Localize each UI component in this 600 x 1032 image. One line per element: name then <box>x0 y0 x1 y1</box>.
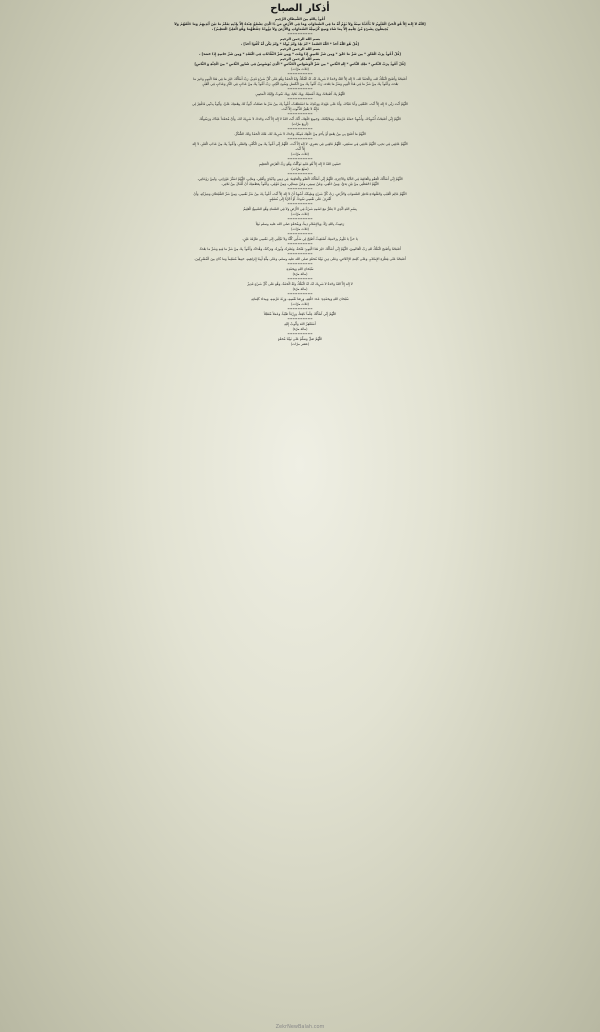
dhikr-line: إِلاَّ أَنْتَ. <box>294 147 306 151</box>
repeat-count: (ثلاث مرّات) <box>291 302 309 306</box>
dhikr-line: [اللّهُ لاَ إِلَـهَ إِلاَّ هُوَ الْحَيُّ الْقَيُّومُ لاَ تَأْخُذُهُ سِنَةٌ وَلاَ نَوْمٌ لَّهُ مَا فِي السَّمَاوَاتِ وَمَا فِي الأَرْضِ مَن ذَا الَّذِي يَشْفَعُ عِنْدَهُ إِلاَّ بِإِذْنِهِ يَعْلَمُ مَا بَيْنَ أَيْدِيهِمْ وَمَا خَلْفَهُمْ وَلاَ <box>174 22 426 26</box>
separator: ---------- <box>287 260 313 268</box>
dhikr-line: اللَّهُمَّ صَلِّ وَسَلِّمْ عَلَى نَبِيِّنَا مُحَمَّدٍ <box>277 337 323 341</box>
repeat-count: (مائة مرّة) <box>292 327 308 331</box>
azkar-list <box>6 17 594 347</box>
dhikr-line: [قُلْ هُوَ اللَّهُ أَحَدٌ * اللَّهُ الصَّمَدُ * لَمْ يَلِدْ وَلَمْ يُولَدْ * وَلَمْ يَكُن لَّهُ كُفُوًا أَحَدٌ] ، <box>240 42 360 46</box>
repeat-count: (ثلاث مرّات) <box>291 212 309 216</box>
dhikr-block <box>6 337 594 347</box>
dhikr-line: [قُلْ أَعُوذُ بِرَبِّ الْفَلَقِ * مِن شَرِّ مَا خَلَقَ * وَمِن شَرِّ غَاسِقٍ إِذَا وَقَبَ * وَمِن شَرِّ النَّفَّاثَاتِ فِي الْعُقَدِ * وَمِن شَرِّ حَاسِدٍ إِذَا حَسَدَ] ، <box>199 52 401 56</box>
dhikr-block <box>6 77 594 97</box>
page-title: أذكار الصباح <box>270 3 330 14</box>
separator: ---------- <box>287 170 313 178</box>
dhikr-line: أَسْتَغْفِرُ اللهَ وَأَتُوبُ إِلَيْهِ <box>284 322 316 326</box>
dhikr-block <box>6 37 594 72</box>
dhikr-line: بسم الله الرحمن الرحيم <box>279 57 321 61</box>
separator: ---------- <box>287 110 313 118</box>
dhikr-line: رَضِيتُ بِاللهِ رَبَّاً، وَبِالإِسْلاَمِ دِيناً، وَبِمُحَمَّدٍ صلى الله عليه وسلم نَبِيّاً <box>255 222 345 226</box>
dhikr-line: بسم الله الرحمن الرحيم <box>279 47 321 51</box>
dhikr-line: فَإِنَّهُ لاَ يَغْفِرُ الذُّنُوبَ إِلاَّ أَنْتَ. <box>281 107 319 111</box>
dhikr-line: بسم الله الرحمن الرحيم <box>279 37 321 41</box>
dhikr-line: اللَّهُمَّ بِكَ أَصْبَحْنَا، وَبِكَ أَمْسَيْنَا، وَبِكَ نَحْيَا، وَبِكَ نَمُوتُ وَإِلَيْكَ الْمَصِيرِ. <box>254 92 346 96</box>
dhikr-line: اللَّهُمَّ مَا أَصْبَحَ بِي مِنْ نِعْمَةٍ أَوْ بِأَحَدٍ مِنْ خَلْقِكَ فَمِنْكَ وَحْدَكَ لاَ شَرِيكَ لَكَ، فَلَكَ الْحَمْدُ وَلَكَ الشُّكْرُ. <box>234 132 366 136</box>
dhikr-line: حَسْبِيَ اللهُ لاَ إِلَهَ إِلاَّ هُوَ عَلَيهِ تَوَكَّلْتُ وَهُوَ رَبُّ الْعَرْشِ الْعَظِيمِ <box>259 162 341 166</box>
repeat-count: (مائة مرّة) <box>292 287 308 291</box>
dhikr-line: اللَّهُمَّ أَنْتَ رَبِّي لا إِلَهَ إِلاَّ أَنْتَ، خَلَقْتَنِي وَأَنَا عَبْدُكَ، وَأَنَا عَلَى عَهْدِكَ وَوَعْدِكَ مَا اسْتَطَعْتُ، أَعُوذُ بِكَ مِنْ شَرِّ مَا صَنَعْتُ، أَبُوءُ لَكَ بِنِعْمَتِكَ عَلَيَّ، وَأَبُوءُ بِذَنْبِي فَاغْفِرْ لِي <box>192 102 408 106</box>
separator: ---------- <box>287 230 313 238</box>
dhikr-line: اللَّهُمَّ عَافِنِي فِي بَدَنِي، اللَّهُمَّ عَافِنِي فِي سَمْعِي، اللَّهُمَّ عَافِنِي فِي بَصَرِي، لاَ إِلَهَ إِلاَّ أَنْتَ. اللَّهُمَّ إِنِّي أَعُوذُ بِكَ مِنَ الْكُفْرِ، وَالفَقْرِ، وَأَعُوذُ بِكَ مِنْ عَذَابِ الْقَبْرِ، لاَ إِلَهَ <box>192 142 408 146</box>
separator: ---------- <box>287 275 313 283</box>
repeat-count: (مائة مرّة) <box>292 272 308 276</box>
dhikr-line: اللَّهُمَّ عَالِمَ الْغَيْبِ وَالشَّهَادَةِ فَاطِرَ السَّمَوَاتِ وَالأَرْضِ، رَبَّ كُلِّ شَيْءٍ وَمَلِيكَهُ، أَشْهَدُ أَنْ لاَ إِلَهَ إِلاَّ أَنْتَ، أَعُوذُ بِكَ مِنْ شَرِّ نَفْسِي، وَمِنْ شَرِّ الشَّيْطَانِ وَشِرْكِهِ، وَأَنْ <box>193 192 407 196</box>
dhikr-line: لاَ إِلَهَ إِلاَّ اللهُ وَحْدَهُ لاَ شَرِيكَ لَهُ، لَهُ الْمُلْكُ وَلَهُ الْحَمْدُ، وَهُوَ عَلَى كُلِّ شَيْءٍ قَدِيرٌ <box>247 282 353 286</box>
repeat-count: (عشر مرّات) <box>290 342 310 346</box>
dhikr-line: اللَّهُمَّ إِنِّي أَسْأَلُكَ عِلْماً نَافِعاً، وَرِزْقاً طَيِّباً، وَعَمَلاً مُتَقَبَّلاً <box>263 312 337 316</box>
dhikr-line: أَصْبَحْنَا وَأَصْبَحَ الْمُلْكُ لله، وَالْحَمْدُ لله، لاَ إِلَهَ إلاَّ اللهُ وَحْدَهُ لاَ شَرِيكَ لَهُ، لَهُ الْمُلْكُ وَلَهُ الْحَمْدُ وَهُوَ عَلَى كُلِّ شَيْءٍ قَدِيرٌ، رَبِّ أَسْأَلُكَ خَيْرَ مَا فِي هَذَا الْيَومِ وَخَيرَ مَا <box>193 77 407 81</box>
separator: ---------- <box>287 185 313 193</box>
dhikr-line: يُحِيطُونَ بِشَيْءٍ مِّنْ عِلْمِهِ إِلاَّ بِمَا شَاء وَسِعَ كُرْسِيُّهُ السَّمَاوَاتِ وَالأَرْضَ وَلاَ يَؤُودُهُ حِفْظُهُمَا وَهُوَ الْعَلِيُّ الْعَظِيمُ] ، <box>211 27 389 31</box>
separator: ---------- <box>287 305 313 313</box>
dhikr-line: اللَّهُمَّ إِنِّي أَصْبَحْتُ أُشْهِدُكَ، وَأُشْهِدُ حَمَلَةَ عَرْشِكَ، وَمَلاَئِكَتَكَ، وَجَمِيعَ خَلْقِكَ، أَنَّكَ أَنْتَ اللهُ لاَ إِلَهَ إِلاَّ أَنْتَ وَحْدَكَ لاَ شَرِيكَ لَكَ، وَأَنَّ مُحَمَّداً عَبْدُكَ وَرَسُولُكَ <box>199 117 401 121</box>
separator: ---------- <box>287 240 313 248</box>
dhikr-line: أَقْتَرِفَ عَلَى نَفْسِي سُوءاً، أَوْ أَجُرَّهُ إِلَى مُسْلِمٍ. <box>268 197 332 201</box>
separator: ---------- <box>287 200 313 208</box>
separator: ---------- <box>287 215 313 223</box>
separator: ---------- <box>287 250 313 258</box>
dhikr-line: اللَّهُمَّ احْفَظْنِي مِنْ بَيْنِ يَدَيَّ، وَمِنْ خَلْفِي، وَعَنْ يَمِينِي، وَعَنْ شِمَالِي، وَمِنْ فَوْقِي، وَأَعُوذُ بِعَظَمَتِكَ أَنْ أُغْتَالَ مِنْ تَحْتِي. <box>221 182 379 186</box>
separator: ---------- <box>287 155 313 163</box>
dhikr-line: يَا حَيُّ يَا قَيُّومُ بِرَحْمَتِكَ أَسْتَغِيثُ أَصْلِحْ لِي شَأْنِي كُلَّهُ وَلاَ تَكِلْنِي إِلَى نَفْسِي طَرْفَةَ عَيْنٍ. <box>242 237 358 241</box>
separator: ---------- <box>287 290 313 298</box>
repeat-count: (ثلاث مرّات) <box>291 227 309 231</box>
repeat-count: (ثلاث مرّات) <box>291 152 309 156</box>
dhikr-line: أَصْبَحْنَا عَلَى فِطْرَةِ الإِسْلاَمِ، وَعَلَى كَلِمَةِ الإِخْلاَصِ، وَعَلَى دِينِ نَبِيِّنَا مُحَمَّدٍ صلى الله عليه وسلم، وَعَلَى مِلَّةِ أَبِينَا إِبْرَاهِيمَ، حَنِيفاً مُسْلِماً وَمَا كَانَ مِنَ الْمُشْرِكِينَ. <box>194 257 406 261</box>
dhikr-line: بَعْدَه، وَأَعُوذُ بِكَ مِنْ شَرِّ مَا فِي هَذَا الْيَومِ وَشَرِّ مَا بَعْدَه، رَبِّ أَعُوذُ بِكَ مِنَ الْكَسَلِ وَسُوءِ الْكِبَرِ، رَبِّ أَعُوذُ بِكَ مِنْ عَذَابٍ فِي النَّارِ وَعَذَابٍ فِي الْقَبْرِ. <box>201 82 399 86</box>
dhikr-line: [قُلْ أَعُوذُ بِرَبِّ النَّاسِ * مَلِكِ النَّاسِ * إِلَهِ النَّاسِ * مِن شَرِّ الْوَسْوَاسِ الْخَنَّاسِ * الَّذِي يُوَسْوِسُ فِي صُدُورِ النَّاسِ * مِنَ الْجِنَّةِ وَ النَّاسِ] <box>194 62 406 66</box>
separator: ---------- <box>287 135 313 143</box>
footer-watermark: ZekrNewBalah.com <box>275 1024 325 1030</box>
dhikr-line: أَصْبَحْنَا وَأَصْبَحَ الْمُلْكُ للهِ رَبِّ الْعَالَمِينَ، اللَّهُمَّ إِنِّي أَسْأَلُكَ خَيْرَ هَذَا الْيَومِ: فَتْحَهُ، وَنَصْرَهُ، وَنُورَهُ، وَبَرَكَتَهُ، وَهُدَاهُ، وَأَعُوذُ بِكَ مِنْ شَرِّ مَا فِيهِ وَشَرِّ مَا بَعْدَهُ. <box>199 247 401 251</box>
dhikr-line: اللَّهُمَّ إِنِّي أَسْأَلُكَ الْعَفْوَ وَالْعَافِيَةَ فِي الدُّنْيَا وَالآخِرَةِ، اللَّهُمَّ إِنِّي أَسْأَلُكَ الْعَفْوَ وَالْعَافِيَةَ: فِي دِينِي وَدُنْيَايَ وَأَهْلِي، وَمَالِي، اللَّهُمَّ اسْتُرْ عَوْرَاتِي، وَآمِنْ رَوْعَاتِي، <box>197 177 403 181</box>
repeat-count: (ثلاث مرّات) <box>291 67 309 71</box>
separator: ---------- <box>287 70 313 78</box>
separator: ---------- <box>287 95 313 103</box>
separator: ---------- <box>287 315 313 323</box>
repeat-count: (سبْعَ مرّات) <box>291 167 309 171</box>
separator: ---------- <box>287 125 313 133</box>
dhikr-line: أَعُوذُ بِاللهِ مِنَ الشَّيطَانِ الرَّجِيمِ <box>274 17 326 21</box>
dhikr-line: بِسْمِ اللهِ الَّذِي لاَ يَضُرُّ مَعَ اسْمِهِ شَيْءٌ فِي الأَرْضِ وَلاَ فِي السَّمَاءِ وَهُوَ السَّمِيعُ الْعَلِيمُ <box>243 207 357 211</box>
dhikr-line: سُبْحَانَ اللهِ وَبِحَمْدِهِ <box>286 267 314 271</box>
separator: ---------- <box>287 330 313 338</box>
separator: ---------- <box>287 85 313 93</box>
repeat-count: (أربعَ مرّات) <box>291 122 309 126</box>
separator: ---------- <box>287 30 313 38</box>
dhikr-line: سُبْحَانَ اللهِ وَبِحَمْدِهِ: عَدَدَ خَلْقِهِ، وَرِضَا نَفْسِهِ، وَزِنَةَ عَرْشِهِ، وَمِدَادَ كَلِمَاتِهِ <box>251 297 349 301</box>
